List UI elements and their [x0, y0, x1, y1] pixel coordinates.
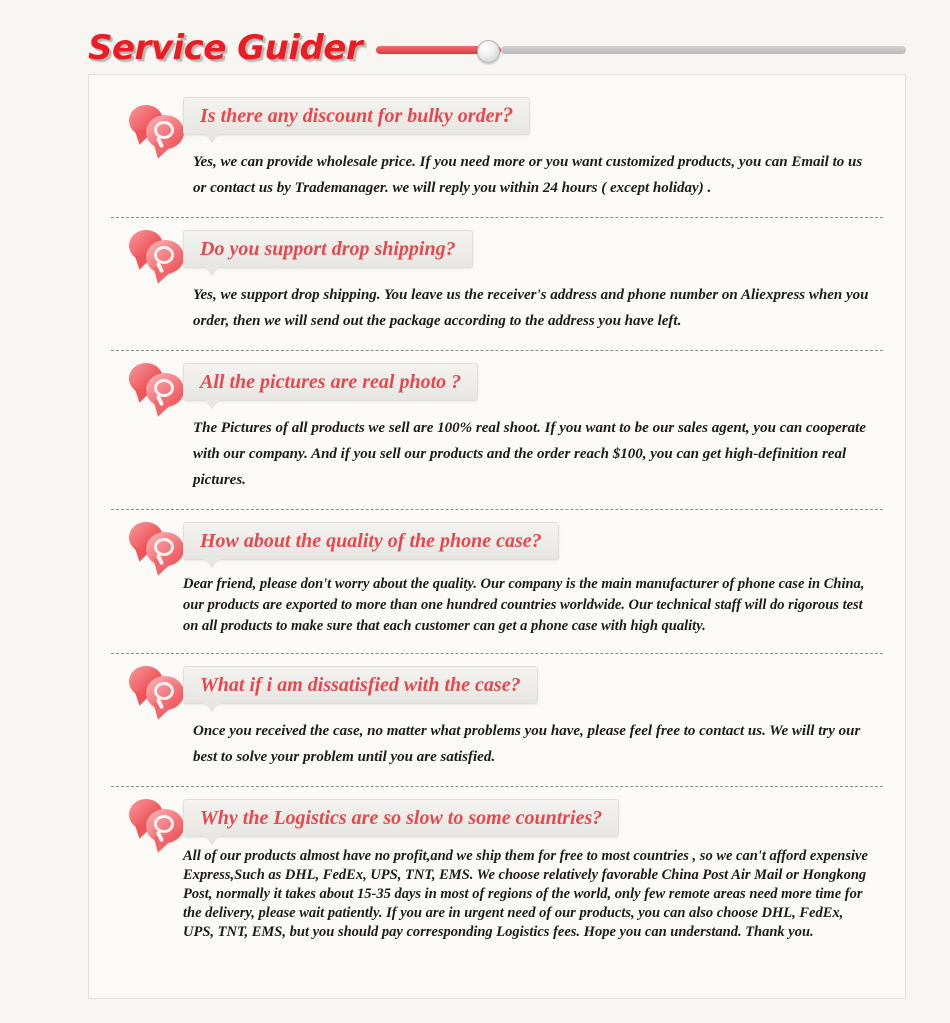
faq-question-notch	[205, 267, 219, 276]
faq-question[interactable]	[183, 363, 478, 401]
faq-item	[111, 93, 883, 217]
faq-question-notch	[205, 559, 219, 568]
faq-question-text: Why the Logistics are so slow to some countries?	[200, 807, 603, 829]
faq-question-notch	[205, 400, 219, 409]
faq-question-text: What if i am dissatisfied with the case?	[200, 674, 521, 696]
faq-question-wrap	[183, 799, 619, 837]
faq-item	[111, 509, 883, 653]
faq-item	[111, 217, 883, 350]
faq-question[interactable]	[183, 97, 530, 135]
chat-bubble-icon	[129, 799, 187, 851]
faq-answer: Yes, we can provide wholesale price. If you need more or you want customized products, you can Email to us or contact us by Trademanager. we will reply you within 24 hours ( except holiday) .	[193, 154, 863, 196]
faq-question-text: Is there any discount for bulky order	[200, 105, 503, 127]
faq-question[interactable]	[183, 666, 538, 704]
faq-question-notch	[205, 134, 219, 143]
faq-question-wrap	[183, 97, 530, 135]
faq-question-wrap	[183, 230, 473, 268]
faq-answer: Dear friend, please don't worry about the quality. Our company is the main manufacturer of phone case in China, our products are exported to more than one hundred countries worldwide. Our technical staff will do rigorous test on all products to make sure that each customer can get a phone case with high quality.	[183, 576, 865, 634]
faq-question[interactable]	[183, 799, 619, 837]
faq-item	[111, 350, 883, 509]
chat-bubble-icon	[129, 522, 187, 574]
faq-item	[111, 653, 883, 786]
faq-answer: Yes, we support drop shipping. You leave us the receiver's address and phone number on Aliexpress when you order, then we will send out the package according to the address you have left.	[193, 287, 869, 329]
faq-question-notch	[205, 703, 219, 712]
faq-question-wrap	[183, 522, 559, 560]
chat-bubble-icon	[129, 105, 187, 157]
chat-bubble-icon	[129, 666, 187, 718]
faq-question-text: Do you support drop shipping?	[200, 238, 456, 260]
faq-answer: Once you received the case, no matter what problems you have, please feel free to contact us. We will try our best to solve your problem until you are satisfied.	[193, 723, 861, 765]
faq-question-text: All the pictures are real photo ?	[200, 371, 462, 393]
faq-answer: The Pictures of all products we sell are 100% real shoot. If you want to be our sales agent, you can cooperate with our company. And if you sell our products and the order reach $100, you can get high-definition real pictures.	[193, 420, 866, 488]
faq-question[interactable]	[183, 522, 559, 560]
faq-question-text: How about the quality of the phone case?	[200, 530, 542, 552]
chat-bubble-icon	[129, 363, 187, 415]
faq-question-wrap	[183, 666, 538, 704]
progress-bar[interactable]	[376, 46, 906, 55]
faq-question[interactable]	[183, 230, 473, 268]
faq-question-wrap	[183, 363, 478, 401]
progress-bar-track	[501, 46, 906, 54]
faq-list	[88, 74, 906, 999]
chat-bubble-icon	[129, 230, 187, 282]
progress-bar-knob[interactable]	[477, 40, 500, 63]
page-title: Service Guider	[88, 28, 363, 68]
faq-question-mark: ?	[502, 102, 514, 127]
faq-answer: All of our products almost have no profit,and we ship them for free to most countries , so we can't afford expensive Express,Such as DHL, FedEx, UPS, TNT, EMS. We choose relatively favorable China Post Air Mail or Hongkong Post, normally it takes about 15-35 days in most of regions of the world, only few remote areas need more time for the delivery, please wait patiently. If you are in urgent need of our products, you can also choose DHL, FedEx, UPS, TNT, EMS, but you should pay corresponding Logistics fees. Hope you can understand. Thank you.	[183, 848, 868, 940]
faq-item	[111, 786, 883, 958]
faq-question-notch	[205, 836, 219, 845]
page-header	[0, 0, 950, 74]
